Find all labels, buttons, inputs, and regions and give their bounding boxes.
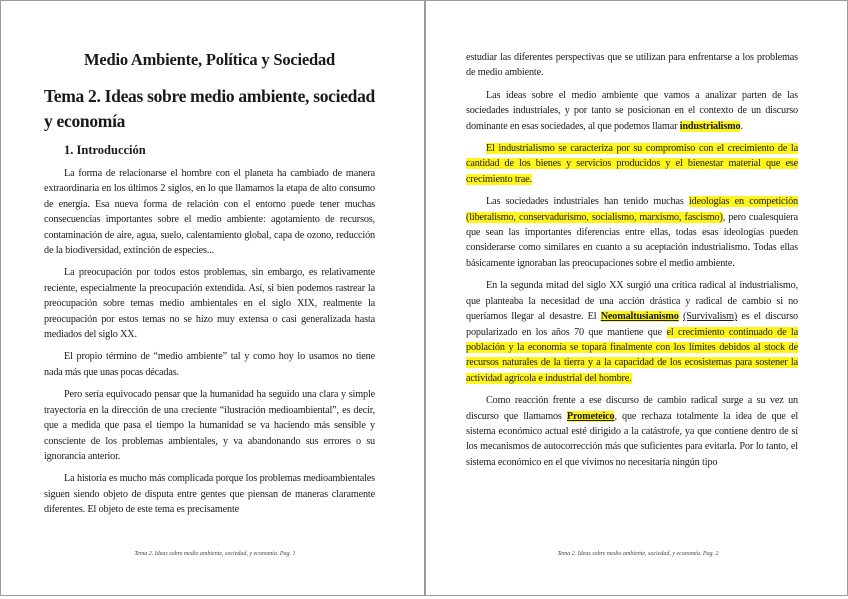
paragraph: La forma de relacionarse el hombre con el planeta ha cambiado de manera extraordinaria en los últimos 2 siglos, en lo que llamamos la etapa de alto consumo de energía. Esa nueva forma de relación con el entorno puede tener muchas consecuencias importantes sobre el medio ambiente: agotamiento de recursos, contaminación de aire, agua, suelo, calentamiento global, capa de ozono, reducción de la biodiversidad, extinción de especies... xyxy=(44,168,375,257)
paragraph xyxy=(466,278,798,386)
highlighted-text: el crecimiento continuado de la población y la economía se topará finalmente con los límites debidos al stock de recursos naturales de la tierra y a la capacidad de los ecosistemas para sostener la actividad agrícola e industrial del hombre. xyxy=(466,326,798,384)
highlighted-term: Prometeico xyxy=(566,410,615,422)
paragraph: Pero sería equivocado pensar que la humanidad ha seguido una clara y simple trayectoria en la dirección de una creciente “ilustración medioambiental”, es decir, que a medida que pasa el tiempo la humanidad se va haciendo más sensible y consciente de los problemas ambientales, y va abandonando sus errores o su ignorancia anterior. xyxy=(44,389,375,462)
document-title: Medio Ambiente, Política y Sociedad xyxy=(83,50,336,69)
page-1-content xyxy=(44,50,375,525)
highlighted-term: Neomaltusianismo xyxy=(600,311,679,323)
paragraph xyxy=(466,393,798,470)
text-run: . xyxy=(740,120,743,132)
paragraph: El propio término de “medio ambiente” tal y como hoy lo usamos no tiene nada más que unas pocas décadas. xyxy=(44,351,375,378)
highlighted-text: El industrialismo se caracteriza por su compromiso con el crecimiento de la cantidad de los bienes y servicios producidos y el bienestar material que ese crecimiento trae. xyxy=(466,143,798,185)
text-run: Las sociedades industriales han tenido muchas xyxy=(486,196,689,208)
text-run: , pero cualesquiera que sean las importantes diferencias entre ellas, todas esas ideologías pueden considerarse como similares en cuanto a su aceptación industrialismo. Todas ellas básicamente ignoraban las preocupaciones sobre el medio ambiente. xyxy=(466,211,798,269)
section-heading: 1. Introducción xyxy=(64,143,146,157)
page-footer: Tema 2. Ideas sobre medio ambiente, sociedad, y economía. Pag. 2 xyxy=(557,551,719,557)
paragraph xyxy=(466,141,798,187)
underlined-text: (Survivalism) xyxy=(683,311,738,323)
paragraph: La historia es mucho más complicada porque los problemas medioambientales siguen siendo objeto de disputa entre gentes que piensan de maneras claramente diferentes. El objeto de este tema es precisamente xyxy=(44,473,375,516)
page-footer: Tema 2. Ideas sobre medio ambiente, sociedad, y economía. Pag. 1 xyxy=(134,551,296,557)
paragraph: estudiar las diferentes perspectivas que se utilizan para enfrentarse a los problemas de medio ambiente. xyxy=(466,52,798,79)
paragraph xyxy=(466,88,798,134)
page-2-content xyxy=(466,50,798,477)
paragraph xyxy=(466,194,798,271)
text-run: es el discurso popularizado en los años 70 que mantiene que xyxy=(466,311,798,338)
highlighted-text: ideologías en competición (liberalismo, conservadurismo, socialismo, marxismo, fascismo) xyxy=(466,196,798,223)
text-run: Las ideas sobre el medio ambiente que vamos a analizar parten de las sociedades industriales, y por tanto se posicionan en el contexto de un discurso dominante en esas sociedades, al que podemos llamar xyxy=(466,89,798,132)
text-run: , que rechaza totalmente la idea de que el sistema económico actual esté dirigido a la catástrofe, ya que contiene dentro de sí los mecanismos de autocorrección más que suficientes para evitarla. Por lo tanto, el sistema económico en el que vivimos no necesitaría ningún tipo xyxy=(466,410,798,468)
text-run: En la segunda mitad del siglo XX surgió una crítica radical al industrialismo, que planteaba la necesidad de una acción drástica y radical de cambio si no queríamos llegar al desastre. El xyxy=(466,280,798,323)
chapter-title: Tema 2. Ideas sobre medio ambiente, sociedad y economía xyxy=(44,86,375,131)
highlighted-term: industrialismo xyxy=(679,120,741,132)
text-run: Como reacción frente a ese discurso de cambio radical surge a su vez un discurso que llamamos xyxy=(466,395,798,422)
paragraph: La preocupación por todos estos problemas, sin embargo, es relativamente reciente, especialmente la preocupación extendida. Así, si bien podemos rastrear la preocupación sobre temas medio ambientales en el siglo XIX, realmente la preocupación por estos temas no se hizo muy extensa o casi generalizada hasta mediados del siglo XX. xyxy=(44,267,375,341)
